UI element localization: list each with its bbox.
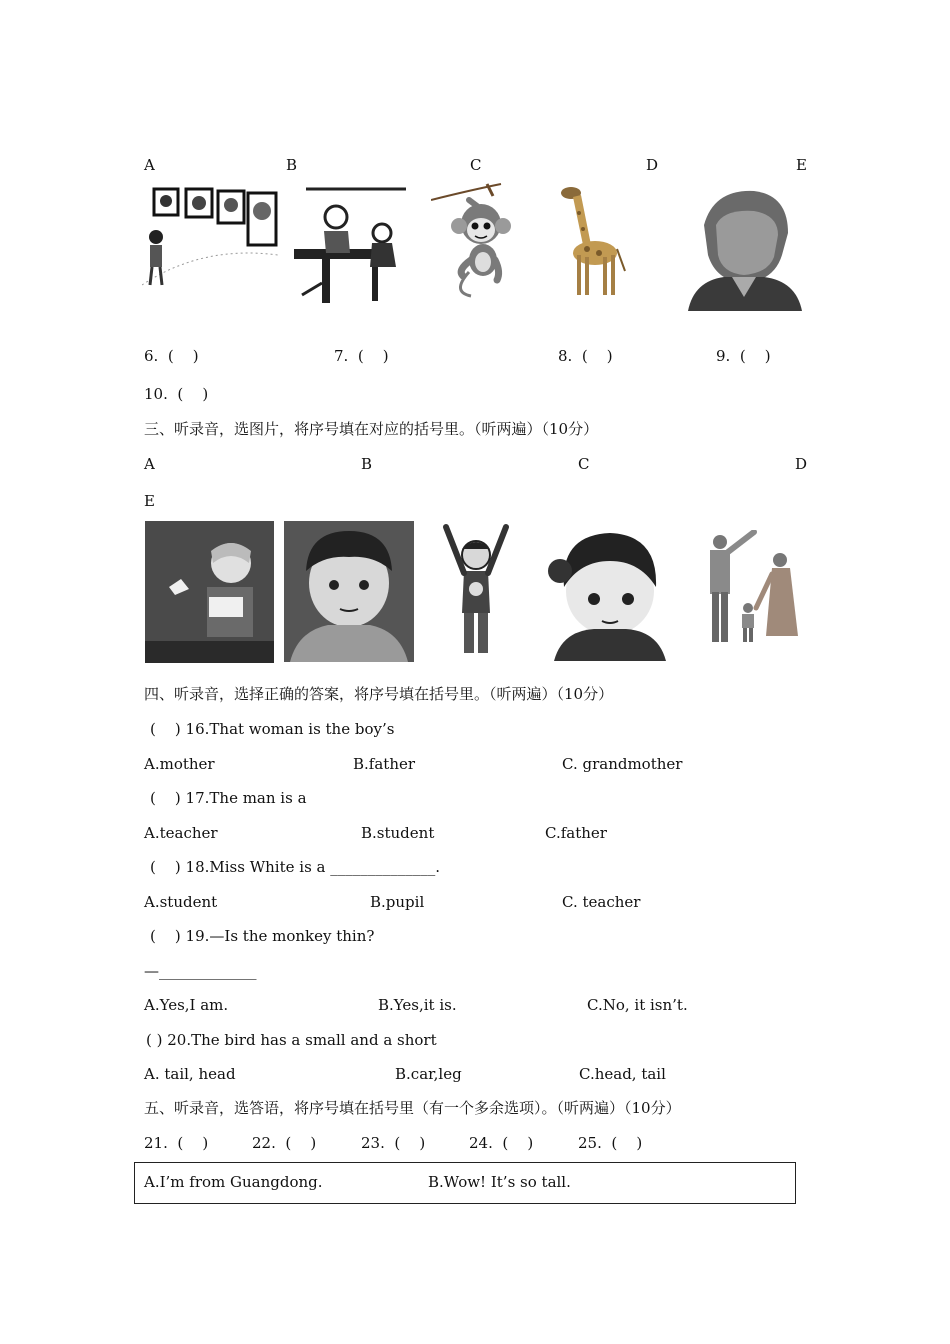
option-text: C.father <box>545 824 607 842</box>
question-18: ( ) 18.Miss White is a ______________. <box>150 858 441 876</box>
answer-blank[interactable]: 21. ( ) <box>144 1134 209 1152</box>
option-letter: C <box>470 156 482 174</box>
answer-blank[interactable]: 10. ( ) <box>144 385 209 403</box>
option-letter: D <box>795 455 808 473</box>
question-19: ( ) 19.—Is the monkey thin? <box>150 927 375 945</box>
girl-with-ponytail-picture <box>544 521 674 661</box>
option-letter: B <box>361 455 373 473</box>
answer-blank[interactable]: 9. ( ) <box>716 347 771 365</box>
answer-blank[interactable]: 6. ( ) <box>144 347 199 365</box>
section-heading: 四、听录音，选择正确的答案，将序号填在括号里。（听两遍）（10分） <box>144 685 614 703</box>
old-man-picture <box>684 185 804 311</box>
answer-blank[interactable]: 24. ( ) <box>469 1134 534 1152</box>
option-letter: A <box>144 156 155 174</box>
option-text: C.No, it isn’t. <box>587 996 688 1014</box>
option-text: C. teacher <box>562 893 641 911</box>
monkey-picture <box>431 180 533 302</box>
answer-blank[interactable]: 22. ( ) <box>252 1134 317 1152</box>
teacher-reading-picture <box>145 521 274 663</box>
option-letter: D <box>646 156 659 174</box>
option-text: B.pupil <box>370 893 425 911</box>
answer-blank[interactable]: 8. ( ) <box>558 347 613 365</box>
question-16: ( ) 16.That woman is the boy’s <box>150 720 395 738</box>
boy-portrait-picture <box>284 521 414 662</box>
answer-blank[interactable]: 25. ( ) <box>578 1134 643 1152</box>
answer-blank[interactable]: 23. ( ) <box>361 1134 426 1152</box>
option-text: A.mother <box>144 755 215 773</box>
option-letter: E <box>144 492 155 510</box>
painting-gallery-picture <box>142 185 278 303</box>
option-letter: E <box>796 156 807 174</box>
option-text: A. tail, head <box>144 1065 236 1083</box>
option-text: B.car,leg <box>395 1065 462 1083</box>
answer-line: —_____________ <box>144 962 257 980</box>
family-walking-picture <box>698 530 810 648</box>
option-text: A.I’m from Guangdong. <box>144 1173 323 1191</box>
option-letter: C <box>578 455 590 473</box>
giraffe-picture <box>557 183 627 299</box>
option-text: A.student <box>144 893 218 911</box>
answer-blank[interactable]: 7. ( ) <box>334 347 389 365</box>
section-heading: 五、听录音，选答语，将序号填在括号里（有一个多余选项）。（听两遍）（10分） <box>144 1099 681 1117</box>
boy-arms-up-picture <box>436 521 518 663</box>
option-letter: A <box>144 455 155 473</box>
section-heading: 三、听录音，选图片，将序号填在对应的括号里。（听两遍）（10分） <box>144 420 599 438</box>
option-text: B.student <box>361 824 435 842</box>
option-text: A.Yes,I am. <box>144 996 229 1014</box>
question-20: ( ) 20.The bird has a small and a short <box>146 1031 437 1049</box>
option-text: C.head, tail <box>579 1065 666 1083</box>
option-text: B.Yes,it is. <box>378 996 457 1014</box>
children-at-desk-picture <box>292 187 414 307</box>
option-text: C. grandmother <box>562 755 683 773</box>
option-text: B.father <box>353 755 416 773</box>
option-text: B.Wow! It’s so tall. <box>428 1173 571 1191</box>
option-text: A.teacher <box>144 824 218 842</box>
option-letter: B <box>286 156 298 174</box>
question-17: ( ) 17.The man is a <box>150 789 307 807</box>
